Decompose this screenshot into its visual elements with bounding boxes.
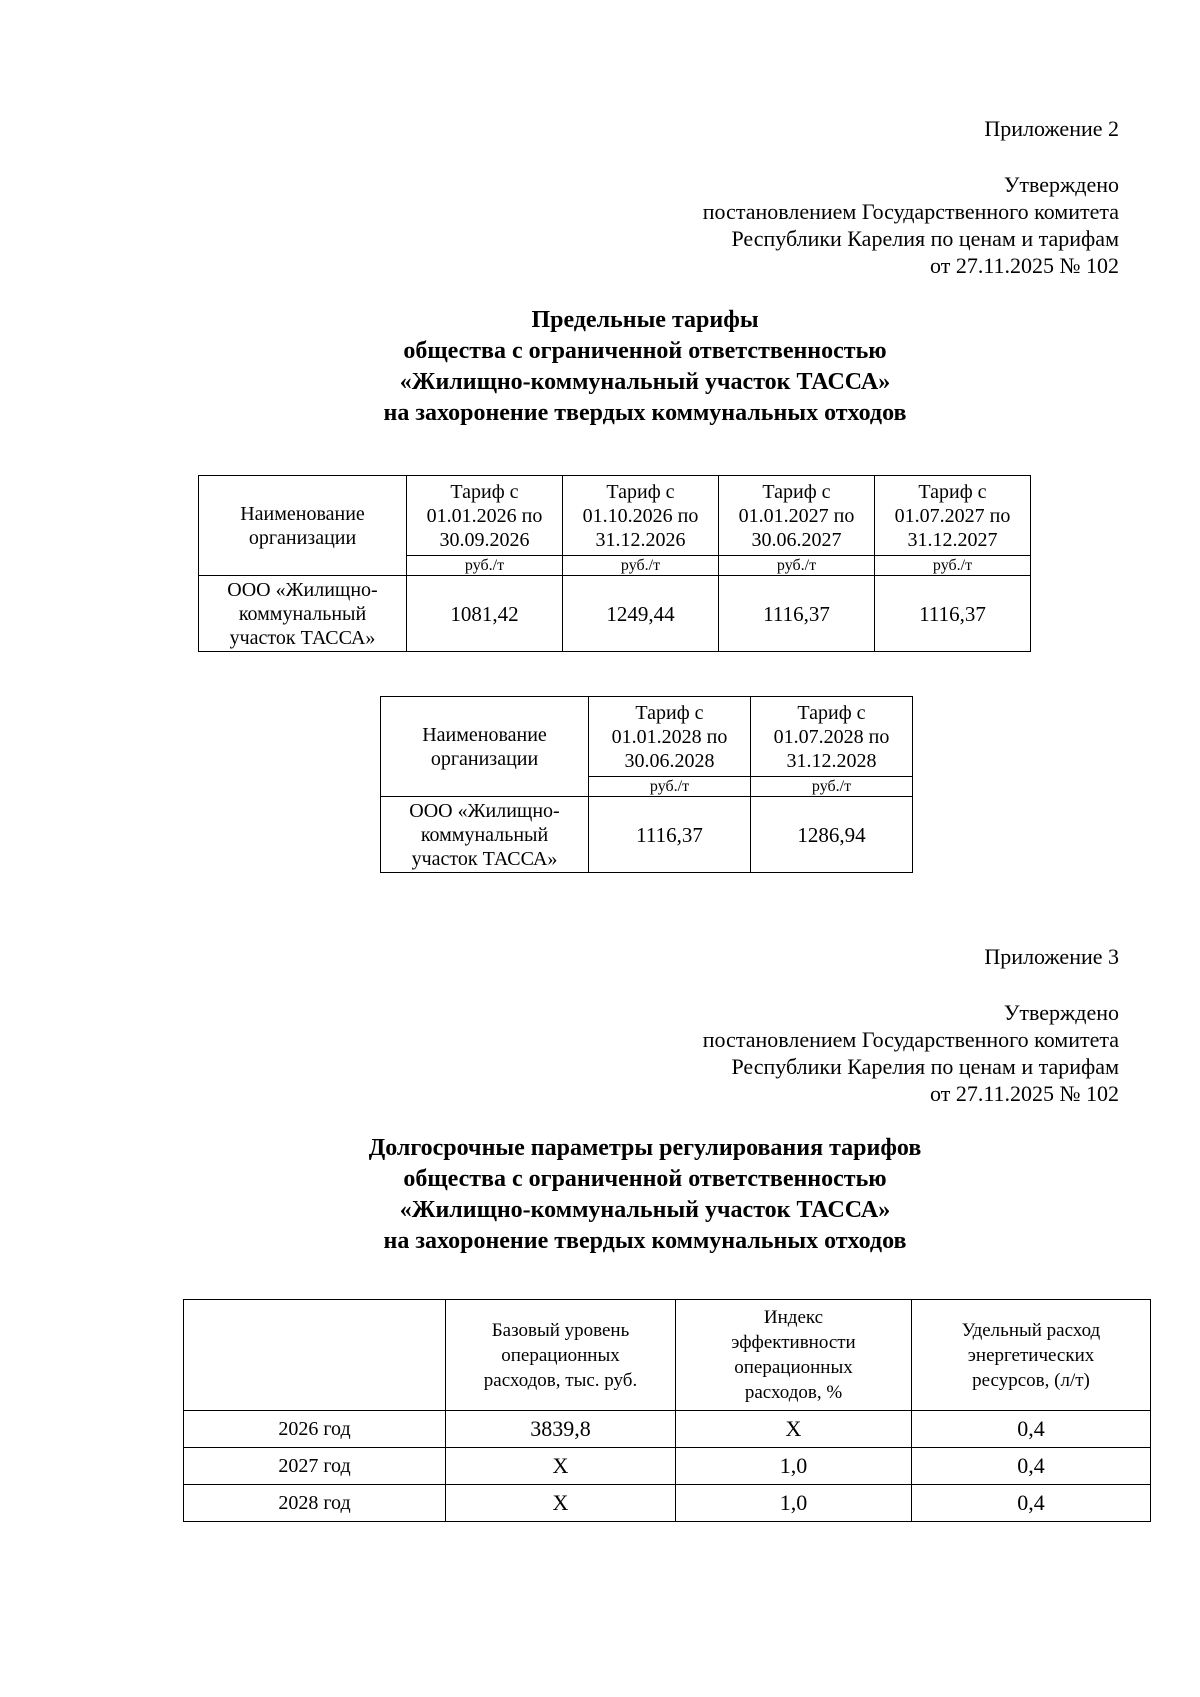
title-line: «Жилищно-коммунальный участок ТАССА» — [399, 369, 891, 395]
period-header-cell — [589, 697, 751, 777]
org-name-line: участок ТАССА» — [411, 847, 558, 870]
period-line: Тариф с — [762, 480, 831, 503]
title-line: общества с ограниченной ответственностью — [403, 338, 887, 364]
params-table — [183, 1299, 1151, 1522]
org-header-line: организации — [248, 526, 357, 549]
tariff-value-cell: 1249,44 — [563, 576, 719, 652]
approval-line: Утверждено — [1003, 1000, 1119, 1025]
base-cell: X — [446, 1485, 676, 1522]
unit-cell: руб./т — [751, 777, 913, 797]
header-line: расходов, тыс. руб. — [483, 1369, 638, 1391]
period-header-cell — [563, 476, 719, 556]
period-line: 01.07.2027 по — [894, 504, 1011, 527]
header-line: операционных — [501, 1344, 620, 1366]
org-name-cell — [199, 576, 407, 652]
appendix-3-title — [0, 1133, 1200, 1257]
period-line: 01.01.2026 по — [426, 504, 543, 527]
index-cell: 1,0 — [676, 1448, 912, 1485]
table-row — [184, 1411, 1151, 1448]
title-line: общества с ограниченной ответственностью — [403, 1166, 887, 1192]
energy-cell: 0,4 — [912, 1411, 1151, 1448]
org-header-cell — [381, 697, 589, 797]
approval-line: постановлением Государственного комитета — [702, 1027, 1119, 1052]
title-line: «Жилищно-коммунальный участок ТАССА» — [399, 1197, 891, 1223]
org-header-line: Наименование — [240, 502, 365, 525]
unit-cell: руб./т — [719, 556, 875, 576]
period-line: 01.01.2028 по — [611, 725, 728, 748]
org-name-line: коммунальный — [238, 602, 367, 625]
period-line: Тариф с — [635, 701, 704, 724]
params-header-index — [676, 1300, 912, 1411]
org-name-line: участок ТАССА» — [229, 626, 376, 649]
period-line: Тариф с — [797, 701, 866, 724]
org-header-line: Наименование — [422, 723, 547, 746]
header-line: энергетических — [967, 1344, 1095, 1366]
header-line: Базовый уровень — [491, 1319, 630, 1341]
org-name-cell — [381, 797, 589, 873]
year-cell: 2027 год — [184, 1448, 446, 1485]
header-line: операционных — [734, 1357, 853, 1378]
params-header-base — [446, 1300, 676, 1411]
period-header-cell — [719, 476, 875, 556]
table-row — [184, 1448, 1151, 1485]
period-line: 30.06.2028 — [624, 749, 715, 772]
header-line: Индекс — [763, 1307, 824, 1328]
org-header-cell — [199, 476, 407, 576]
unit-cell: руб./т — [589, 777, 751, 797]
params-header-empty — [184, 1300, 446, 1411]
tariff-value-cell: 1116,37 — [589, 797, 751, 873]
approval-line: Республики Карелия по ценам и тарифам — [731, 1054, 1119, 1079]
period-line: 30.06.2027 — [751, 528, 842, 551]
header-line: ресурсов, (л/т) — [972, 1369, 1090, 1391]
tariff-value-cell: 1116,37 — [719, 576, 875, 652]
energy-cell: 0,4 — [912, 1448, 1151, 1485]
tariff-table-1 — [198, 475, 1031, 652]
period-line: 01.10.2026 по — [582, 504, 699, 527]
params-header-energy — [912, 1300, 1151, 1411]
period-line: 30.09.2026 — [439, 528, 530, 551]
tariff-value-cell: 1081,42 — [407, 576, 563, 652]
unit-cell: руб./т — [875, 556, 1031, 576]
index-cell: X — [676, 1411, 912, 1448]
header-line: Удельный расход — [961, 1319, 1101, 1341]
approval-date: от 27.11.2025 № 102 — [930, 253, 1119, 278]
year-cell: 2028 год — [184, 1485, 446, 1522]
appendix-3-label: Приложение 3 — [984, 944, 1119, 969]
header-line: расходов, % — [744, 1382, 843, 1403]
appendix-2-title — [0, 305, 1200, 429]
org-name-line: коммунальный — [420, 823, 549, 846]
period-line: Тариф с — [918, 480, 987, 503]
approval-line: постановлением Государственного комитета — [702, 199, 1119, 224]
period-header-cell — [751, 697, 913, 777]
appendix-2-label: Приложение 2 — [984, 116, 1119, 141]
period-header-cell — [875, 476, 1031, 556]
unit-cell: руб./т — [407, 556, 563, 576]
title-line: Предельные тарифы — [531, 307, 759, 333]
period-line: 01.01.2027 по — [738, 504, 855, 527]
base-cell: 3839,8 — [446, 1411, 676, 1448]
approval-line: Республики Карелия по ценам и тарифам — [731, 226, 1119, 251]
period-line: 01.07.2028 по — [773, 725, 890, 748]
tariff-table-2 — [380, 696, 913, 873]
tariff-value-cell: 1116,37 — [875, 576, 1031, 652]
index-cell: 1,0 — [676, 1485, 912, 1522]
period-line: 31.12.2026 — [595, 528, 686, 551]
approval-line: Утверждено — [1003, 172, 1119, 197]
tariff-value-cell: 1286,94 — [751, 797, 913, 873]
appendix-3-approval — [703, 999, 1119, 1107]
period-header-cell — [407, 476, 563, 556]
period-line: Тариф с — [450, 480, 519, 503]
period-line: Тариф с — [606, 480, 675, 503]
unit-cell: руб./т — [563, 556, 719, 576]
energy-cell: 0,4 — [912, 1485, 1151, 1522]
base-cell: X — [446, 1448, 676, 1485]
title-line: на захоронение твердых коммунальных отходов — [383, 1228, 907, 1254]
period-line: 31.12.2027 — [907, 528, 998, 551]
year-cell: 2026 год — [184, 1411, 446, 1448]
appendix-2-approval — [703, 171, 1119, 279]
header-line: эффективности — [731, 1332, 856, 1353]
org-header-line: организации — [430, 747, 539, 770]
period-line: 31.12.2028 — [786, 749, 877, 772]
title-line: Долгосрочные параметры регулирования тарифов — [368, 1135, 922, 1161]
approval-date: от 27.11.2025 № 102 — [930, 1081, 1119, 1106]
title-line: на захоронение твердых коммунальных отходов — [383, 400, 907, 426]
org-name-line: ООО «Жилищно- — [409, 799, 560, 822]
org-name-line: ООО «Жилищно- — [227, 578, 378, 601]
table-row — [184, 1485, 1151, 1522]
